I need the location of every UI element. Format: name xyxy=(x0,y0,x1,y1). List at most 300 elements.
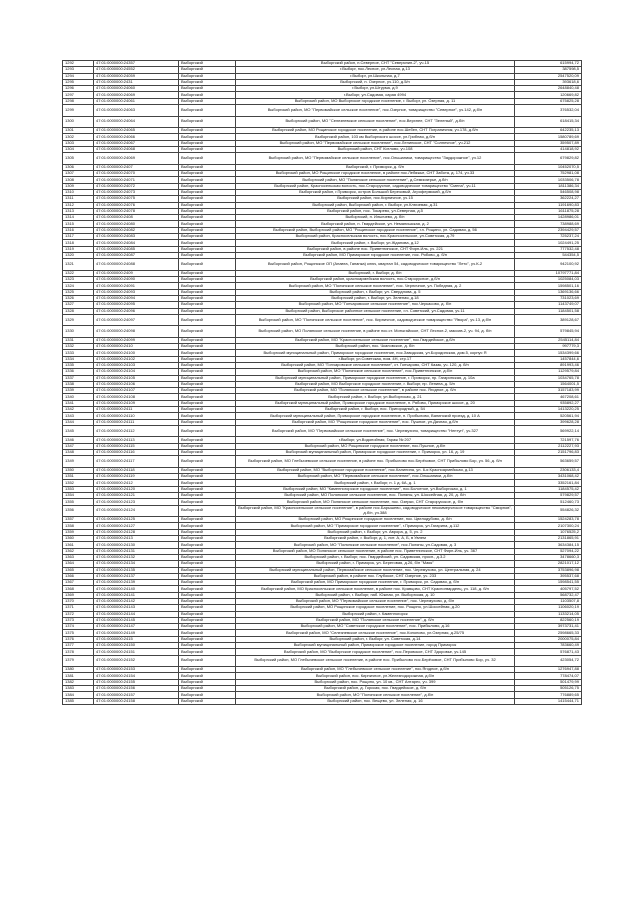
cadastral-value-cell: 2545114,84 xyxy=(515,337,582,343)
row-number-cell: 1349 xyxy=(63,456,94,468)
cadastral-number-cell: 47:01:0000000:24155 xyxy=(94,679,179,685)
address-cell: Выборгский район, п.Северное, СНТ "Северянин-2", уч.15 xyxy=(236,61,515,67)
cadastral-number-cell: 47:01:0000000:24107 xyxy=(94,388,179,394)
row-number-cell: 1320 xyxy=(63,252,94,258)
cadastral-value-cell: 618415,34 xyxy=(515,116,582,128)
cadastral-value-cell: 679829,82 xyxy=(515,153,582,165)
address-cell: Выборгский район, МО Полянское сельское поселение, в районе пос. Приветнинское, СНТ Фирн-Иль, уч. 367 xyxy=(236,548,515,554)
district-cell: Выборгский xyxy=(179,140,236,146)
row-number-cell: 1385 xyxy=(63,698,94,704)
row-number-cell: 1302 xyxy=(63,134,94,140)
cadastral-value-cell: 1276947,88 xyxy=(515,667,582,673)
cadastral-number-cell: 47:01:0000000:2409 xyxy=(94,270,179,276)
cadastral-value-cell: 120669,82 xyxy=(515,92,582,98)
cadastral-value-cell: 395537,68 xyxy=(515,573,582,579)
cadastral-number-cell: 47:01:0000000:24120 xyxy=(94,486,179,492)
district-cell: Выборгский xyxy=(179,437,236,443)
address-cell: Выборгский район, МО Рощинское городское поселение, в районе пос.Лебяжье, СНТ Забота, д. 174, уч.33 xyxy=(236,171,515,177)
cadastral-value-cell: 942100,92 xyxy=(515,259,582,271)
cadastral-value-cell: 2648840,48 xyxy=(515,86,582,92)
cadastral-number-cell: 47:01:0000000:24134 xyxy=(94,561,179,567)
district-cell: Выборгский xyxy=(179,381,236,387)
address-cell: Выборгский район, МО "Селезневское сельское поселение", пос.Верхнее, СНТ "Зеленый", д.б/н xyxy=(236,116,515,128)
address-cell: Выборгский район, г. Выборг, пос. Гвардейский, ул. Садовская, просп., д.3.2 xyxy=(236,554,515,560)
row-number-cell: 1375 xyxy=(63,630,94,636)
row-number-cell: 1300 xyxy=(63,116,94,128)
district-cell: Выборгский xyxy=(179,61,236,67)
address-cell: Выборгский муниципальный район, Приморское городское поселение, г. Приморск, пр. Гагаринская, д. 10а xyxy=(236,375,515,381)
cadastral-value-cell: 2547520,09 xyxy=(515,73,582,79)
district-cell: Выборгский xyxy=(179,425,236,437)
address-cell: Выборгский район, г. Выборг, ул.Выборгская, д. 21 xyxy=(236,394,515,400)
table-row xyxy=(63,105,582,117)
address-cell: Выборгский район, МО "Первомайское сельское поселение", пос. Черемухино, товарищество "Нептун", уч.327 xyxy=(236,425,515,437)
cadastral-number-cell: 47:01:0000000:24125 xyxy=(94,517,179,523)
row-number-cell: 1378 xyxy=(63,649,94,655)
district-cell: Выборгский xyxy=(179,116,236,128)
district-cell: Выборгский xyxy=(179,567,236,573)
cadastral-number-cell: 47:01:0000000:24110 xyxy=(94,413,179,419)
district-cell: Выборгский xyxy=(179,270,236,276)
cadastral-value-cell: 501479,99 xyxy=(515,679,582,685)
district-cell: Выборгский xyxy=(179,177,236,183)
cadastral-number-cell: 47:01:0000000:24094 xyxy=(94,295,179,301)
address-cell: Выборгский район, Выборгское районное сельское поселение, г.п. Советский, ул.Садовая, уч.11 xyxy=(236,308,515,314)
cadastral-value-cell: 393618,6 xyxy=(515,79,582,85)
table-row xyxy=(63,655,582,667)
row-number-cell: 1294 xyxy=(63,73,94,79)
row-number-cell: 1362 xyxy=(63,548,94,554)
cadastral-value-cell: 10452070,5 xyxy=(515,164,582,170)
cadastral-value-cell: 554826,32 xyxy=(515,505,582,517)
district-cell: Выборгский xyxy=(179,499,236,505)
table-row xyxy=(63,259,582,271)
cadastral-value-cell: 783660,49 xyxy=(515,643,582,649)
district-cell: Выборгский xyxy=(179,79,236,85)
district-cell: Выборгский xyxy=(179,171,236,177)
row-number-cell: 1319 xyxy=(63,246,94,252)
district-cell: Выборгский xyxy=(179,554,236,560)
row-number-cell: 1323 xyxy=(63,277,94,283)
address-cell: Выборгский район, г. Выборг, ул. Свердлова, д. 5 xyxy=(236,289,515,295)
cadastral-number-cell: 47:01:0000000:24078 xyxy=(94,208,179,214)
district-cell: Выборгский xyxy=(179,246,236,252)
address-cell: Выборгский, г. Выборг, д. б/н xyxy=(236,270,515,276)
address-cell: Выборгский район, МО "Полянское сельское поселение", д. б/н xyxy=(236,617,515,623)
row-number-cell: 1356 xyxy=(63,505,94,517)
cadastral-number-cell: 47:01:0000000:2411 xyxy=(94,407,179,413)
district-cell: Выборгский xyxy=(179,611,236,617)
cadastral-number-cell: 47:01:0000000:2413 xyxy=(94,536,179,542)
cadastral-number-cell: 47:01:0000000:24118 xyxy=(94,467,179,473)
district-cell: Выборгский xyxy=(179,92,236,98)
cadastral-number-cell: 47:01:0000000:2415 xyxy=(94,636,179,642)
row-number-cell: 1357 xyxy=(63,517,94,523)
row-number-cell: 1372 xyxy=(63,611,94,617)
address-cell: Выборгский район, МО Красносельское сельское поселение, в районе пос. Кравцово, СНТ Красногвардеец, уч. 118, д. б/н xyxy=(236,586,515,592)
cadastral-number-cell: 47:01:0000000:24130 xyxy=(94,542,179,548)
district-cell: Выборгский xyxy=(179,259,236,271)
address-cell: Выборгский район, в районе пос. Приветнинское, СНТ Фирн-Иль, уч. 221 xyxy=(236,246,515,252)
cadastral-value-cell: 891993,46 xyxy=(515,362,582,368)
district-cell: Выборгский xyxy=(179,692,236,698)
cadastral-number-cell: 47:01:0000000:24080 xyxy=(94,221,179,227)
cadastral-value-cell: 1415444,71 xyxy=(515,698,582,704)
cadastral-value-cell: 2112227,93 xyxy=(515,443,582,449)
cadastral-value-cell: 731023,69 xyxy=(515,295,582,301)
row-number-cell: 1367 xyxy=(63,580,94,586)
address-cell: Выборгский район, красноармейская волость, пос.Старорусное, д.б/н xyxy=(236,277,515,283)
district-cell: Выборгский xyxy=(179,467,236,473)
address-cell: Выборгский район, МО Приморское городское поселение, пос. Рябово, д. б/н xyxy=(236,252,515,258)
cadastral-value-cell: 3478660,3 xyxy=(515,554,582,560)
cadastral-value-cell: 1034765,78 xyxy=(515,375,582,381)
address-cell: Выборгский район, МО Полянское сельское поселение, пос. Поляны, ул. Шоссейная, д. 20, д. б/н xyxy=(236,493,515,499)
cadastral-number-cell: 47:01:0000000:24087 xyxy=(94,252,179,258)
district-cell: Выборгский xyxy=(179,67,236,73)
row-number-cell: 1374 xyxy=(63,624,94,630)
table-row xyxy=(63,326,582,338)
address-cell: Выборгский район, МО "Советское городское поселение", пос. Прибылово, д.16 xyxy=(236,624,515,630)
district-cell: Выборгский xyxy=(179,505,236,517)
row-number-cell: 1337 xyxy=(63,375,94,381)
cadastral-number-cell: 47:01:0000000:24072 xyxy=(94,183,179,189)
row-number-cell: 1382 xyxy=(63,679,94,685)
cadastral-number-cell: 47:01:0000000:24127 xyxy=(94,523,179,529)
row-number-cell: 1292 xyxy=(63,61,94,67)
address-cell: Выборгский район, МО Рощинское городское поселение, в районе пос.Шебел, СНТ Пограничник, уч.178, д.б/н xyxy=(236,128,515,134)
cadastral-number-cell: 47:01:0000000:24145 xyxy=(94,617,179,623)
row-number-cell: 1322 xyxy=(63,270,94,276)
cadastral-number-cell: 47:01:0000000:24066 xyxy=(94,134,179,140)
cadastral-value-cell: 544354,5 xyxy=(515,252,582,258)
row-number-cell: 1325 xyxy=(63,289,94,295)
district-cell: Выборгский xyxy=(179,413,236,419)
address-cell: Выборгский муниципальный район, Приморское городское поселение, п. Прибылово, Ванинский проезд, д. 10 А xyxy=(236,413,515,419)
cadastral-value-cell: 467208,61 xyxy=(515,394,582,400)
cadastral-number-cell: 47:01:0000000:24151 xyxy=(94,649,179,655)
district-cell: Выборгский xyxy=(179,643,236,649)
cadastral-number-cell: 47:01:0000000:24154 xyxy=(94,673,179,679)
address-cell: Выборгский район, МО Глебычевское сельское поселение, в районе пос. Прибылово пос.Берёзовое, СНТ Прибылово Бор, уч. 32 xyxy=(236,655,515,667)
district-cell: Выборгский xyxy=(179,98,236,104)
address-cell: Выборгский район, МО Приморское городское поселение, г. Приморск, ул. Садовая, д. б/н xyxy=(236,580,515,586)
address-cell: Выборгский район, Выборгский район, МО "Рощинское городское поселение", г.п. Рощино, ул. Садовая, д. 56 xyxy=(236,227,515,233)
row-number-cell: 1366 xyxy=(63,573,94,579)
cadastral-number-cell: 47:01:0000000:24109 xyxy=(94,400,179,406)
row-number-cell: 1377 xyxy=(63,643,94,649)
address-cell: Выборгский район, пос. Кирпичное, ул.Железнодорожная, д.б/н xyxy=(236,673,515,679)
row-number-cell: 1305 xyxy=(63,153,94,165)
table-row xyxy=(63,456,582,468)
row-number-cell: 1339 xyxy=(63,388,94,394)
cadastral-value-cell: 1611875,28 xyxy=(515,208,582,214)
district-cell: Выборгский xyxy=(179,456,236,468)
district-cell: Выборгский xyxy=(179,673,236,679)
address-cell: Выборгский район, МО Рощинское городское поселение, пос. Рощино, ул.Шоссейная, д.20 xyxy=(236,605,515,611)
row-number-cell: 1331 xyxy=(63,337,94,343)
address-cell: Выборгский район, Выборгский район, г. Выборг, ул.Ключевая, д.31 xyxy=(236,202,515,208)
cadastral-number-cell: 47:01:0000000:24076 xyxy=(94,202,179,208)
district-cell: Выборгский xyxy=(179,86,236,92)
district-cell: Выборгский xyxy=(179,598,236,604)
address-cell: Выборгский район, г. Выборг, ул.Жданова, д.12 xyxy=(236,240,515,246)
cadastral-value-cell: 1598541,55 xyxy=(515,580,582,586)
row-number-cell: 1326 xyxy=(63,295,94,301)
cadastral-number-cell: 47:01:0000000:24099 xyxy=(94,337,179,343)
cadastral-value-cell: 362224,27 xyxy=(515,196,582,202)
address-cell: Выборгский, п. Озерное, уч.110, д.5/н xyxy=(236,79,515,85)
district-cell: Выборгский xyxy=(179,655,236,667)
address-cell: Выборгский район, МО Полянское сельское поселение, в районе пос.ст. Мотыгайское, СНТ Лесное-2, массив-2, уч. 94, д. б/н xyxy=(236,326,515,338)
district-cell: Выборгский xyxy=(179,202,236,208)
cadastral-value-cell: 1413220,25 xyxy=(515,407,582,413)
address-cell: г.Выборг, пос.Лесное, ул.Лесная, д.13 xyxy=(236,67,515,73)
address-cell: Выборгский район, г. Каменногорск xyxy=(236,611,515,617)
district-cell: Выборгский xyxy=(179,617,236,623)
district-cell: Выборгский xyxy=(179,407,236,413)
cadastral-number-cell: 47:01:0000000:24149 xyxy=(94,630,179,636)
cadastral-value-cell: 642235,13 xyxy=(515,128,582,134)
row-number-cell: 1316 xyxy=(63,227,94,233)
district-cell: Выборгский xyxy=(179,308,236,314)
cadastral-value-cell: 376532,04 xyxy=(515,105,582,117)
district-cell: Выборгский xyxy=(179,636,236,642)
address-cell: Выборгский, г. Приморск, д. б/н xyxy=(236,164,515,170)
district-cell: Выборгский xyxy=(179,523,236,529)
row-number-cell: 1329 xyxy=(63,314,94,326)
row-number-cell: 1338 xyxy=(63,381,94,387)
district-cell: Выборгский xyxy=(179,529,236,535)
address-cell: Выборгский район, МО "Полянское сельское поселение", в районе пос. Ягодное, д. б/н xyxy=(236,388,515,394)
row-number-cell: 1340 xyxy=(63,394,94,400)
cadastral-number-cell: 47:01:0000000:24097 xyxy=(94,314,179,326)
district-cell: Выборгский xyxy=(179,208,236,214)
district-cell: Выборгский xyxy=(179,128,236,134)
cadastral-number-cell: 47:01:0000000:24060 xyxy=(94,86,179,92)
row-number-cell: 1368 xyxy=(63,586,94,592)
cadastral-number-cell: 47:01:0000000:24068 xyxy=(94,146,179,152)
row-number-cell: 1308 xyxy=(63,177,94,183)
cadastral-number-cell: 47:01:0000000:24132 xyxy=(94,554,179,560)
row-number-cell: 1311 xyxy=(63,196,94,202)
address-cell: Выборгский район, Рощинское ОП (Анавта, Гапанка) ключ, квартал 54, садоводческое товарищество "Лето", уч.К-2 xyxy=(236,259,515,271)
district-cell: Выборгский xyxy=(179,667,236,673)
address-cell: Выборгский район, в районе пос. Глубокое, СНТ Озерное, уч. 233 xyxy=(236,573,515,579)
row-number-cell: 1352 xyxy=(63,480,94,486)
district-cell: Выборгский xyxy=(179,605,236,611)
district-cell: Выборгский xyxy=(179,586,236,592)
row-number-cell: 1328 xyxy=(63,308,94,314)
register-table-body xyxy=(63,61,582,705)
address-cell: Выборгский район, г. Выборг, пос. Пригородный, д. 54 xyxy=(236,407,515,413)
cadastral-number-cell: 47:01:0000000:24106 xyxy=(94,381,179,387)
row-number-cell: 1303 xyxy=(63,140,94,146)
cadastral-value-cell: 997779,3 xyxy=(515,344,582,350)
district-cell: Выборгский xyxy=(179,350,236,356)
district-cell: Выборгский xyxy=(179,624,236,630)
cadastral-number-cell: 47:01:0000000:24142 xyxy=(94,598,179,604)
row-number-cell: 1344 xyxy=(63,419,94,425)
row-number-cell: 1312 xyxy=(63,202,94,208)
address-cell: г.Выборг, ул.Штурма, д.9 xyxy=(236,86,515,92)
district-cell: Выборгский xyxy=(179,542,236,548)
row-number-cell: 1351 xyxy=(63,474,94,480)
cadastral-number-cell: 47:01:0000000:24073 xyxy=(94,189,179,195)
district-cell: Выборгский xyxy=(179,400,236,406)
address-cell: Выборгский муниципальный район, Приморское городское поселение, г. Приморск, ул. 16, д. 19 xyxy=(236,450,515,456)
cadastral-number-cell: 47:01:0000000:24357 xyxy=(94,61,179,67)
district-cell: Выборгский xyxy=(179,369,236,375)
cadastral-value-cell: 414818,92 xyxy=(515,146,582,152)
cadastral-number-cell: 47:01:0000000:24082 xyxy=(94,227,179,233)
address-cell: г.Выборг, ул.Школьная, д.7 xyxy=(236,73,515,79)
row-number-cell: 1345 xyxy=(63,425,94,437)
cadastral-value-cell: 721597,76 xyxy=(515,437,582,443)
row-number-cell: 1309 xyxy=(63,183,94,189)
address-cell: Выборгский район, МО "Полянское сельское поселение", пос. Черничное, ул. Победная, д. 2 xyxy=(236,283,515,289)
cadastral-value-cell: 1811386,34 xyxy=(515,183,582,189)
district-cell: Выборгский xyxy=(179,679,236,685)
row-number-cell: 1350 xyxy=(63,467,94,473)
row-number-cell: 1327 xyxy=(63,302,94,308)
district-cell: Выборгский xyxy=(179,561,236,567)
cadastral-number-cell: 47:01:0000000:24093 xyxy=(94,289,179,295)
row-number-cell: 1343 xyxy=(63,413,94,419)
cadastral-value-cell: 1103507,8 xyxy=(515,598,582,604)
district-cell: Выборгский xyxy=(179,548,236,554)
cadastral-number-cell: 47:01:0000000:24128 xyxy=(94,529,179,535)
cadastral-number-cell: 47:01:0000000:24102 xyxy=(94,356,179,362)
district-cell: Выборгский xyxy=(179,356,236,362)
district-cell: Выборгский xyxy=(179,450,236,456)
cadastral-number-cell: 47:01:0000000:24100 xyxy=(94,350,179,356)
cadastral-number-cell: 47:01:0000000:2407 xyxy=(94,164,179,170)
row-number-cell: 1376 xyxy=(63,636,94,642)
cadastral-value-cell: 1598501,16 xyxy=(515,283,582,289)
cadastral-number-cell: 47:01:0000000:2431 xyxy=(94,79,179,85)
row-number-cell: 1354 xyxy=(63,493,94,499)
address-cell: Выборгский район, п. Гвардейское, ул. Неманишская, д. 2 xyxy=(236,221,515,227)
cadastral-value-cell: 3431068,42 xyxy=(515,474,582,480)
cadastral-number-cell: 47:01:0000000:24098 xyxy=(94,326,179,338)
district-cell: Выборгский xyxy=(179,388,236,394)
cadastral-value-cell: 512460,73 xyxy=(515,499,582,505)
cadastral-value-cell: 777532,48 xyxy=(515,246,582,252)
cadastral-number-cell: 47:01:0000000:24103 xyxy=(94,362,179,368)
cadastral-value-cell: 2306133,4 xyxy=(515,467,582,473)
cadastral-value-cell: 10797771,84 xyxy=(515,270,582,276)
address-cell: Выборгский район, г. Приморск, ул. Береговая, д.26, б/н "Маяк" xyxy=(236,561,515,567)
cadastral-number-cell: 47:01:0000000:24069 xyxy=(94,153,179,165)
cadastral-value-cell: 1184575,42 xyxy=(515,486,582,492)
row-number-cell: 1370 xyxy=(63,598,94,604)
address-cell: Выборгский район, МО "Полянское сельское поселение", пос.Приветнинское, д.б/н xyxy=(236,369,515,375)
cadastral-number-cell: 47:01:0000000:24124 xyxy=(94,505,179,517)
cadastral-number-cell: 47:01:0000000:24095 xyxy=(94,302,179,308)
district-cell: Выборгский xyxy=(179,592,236,598)
row-number-cell: 1315 xyxy=(63,221,94,227)
cadastral-value-cell: 935892,27 xyxy=(515,400,582,406)
address-cell: Выборгский район, пос. Токарево, ул.Северная, д.5 xyxy=(236,208,515,214)
row-number-cell: 1359 xyxy=(63,529,94,535)
row-number-cell: 1324 xyxy=(63,283,94,289)
address-cell: Выборгский район, МО "Красносельское сельское поселение", в районе пос.Барышево, садоводческое некоммерческое товарищество "Смирнов", д.б/н, уч.388 xyxy=(236,505,515,517)
district-cell: Выборгский xyxy=(179,183,236,189)
cadastral-value-cell: 1025084,03 xyxy=(515,277,582,283)
cadastral-number-cell: 47:01:0000000:2408 xyxy=(94,215,179,221)
table-row xyxy=(63,505,582,517)
cadastral-value-cell: 1143749,07 xyxy=(515,302,582,308)
cadastral-number-cell: 47:01:0000000:24111 xyxy=(94,419,179,425)
cadastral-value-cell: 576871,43 xyxy=(515,649,582,655)
district-cell: Выборгский xyxy=(179,493,236,499)
cadastral-number-cell: 47:01:0000000:24070 xyxy=(94,171,179,177)
row-number-cell: 1321 xyxy=(63,259,94,271)
cadastral-value-cell: 3352161,84 xyxy=(515,480,582,486)
address-cell: Выборгский район, МО "Первомайское сельское поселение", пос.Ольшаники, товарищество "Заудорожное", уч.12 xyxy=(236,153,515,165)
cadastral-value-cell: 1428986,01 xyxy=(515,215,582,221)
cadastral-number-cell: 47:01:0000000:24153 xyxy=(94,667,179,673)
cadastral-value-cell: 1024491,25 xyxy=(515,240,582,246)
address-cell: Выборгский район, МО "Красносельское сельское поселение", пос.Гвардейское, д.б/н xyxy=(236,337,515,343)
cadastral-value-cell: 2598665,33 xyxy=(515,630,582,636)
cadastral-value-cell: 399628,28 xyxy=(515,419,582,425)
cadastral-number-cell: 47:01:0000000:24150 xyxy=(94,643,179,649)
row-number-cell: 1318 xyxy=(63,240,94,246)
row-number-cell: 1335 xyxy=(63,362,94,368)
district-cell: Выборгский xyxy=(179,344,236,350)
cadastral-value-cell: 2151796,83 xyxy=(515,450,582,456)
district-cell: Выборгский xyxy=(179,362,236,368)
cadastral-number-cell: 47:01:0000000:24152 xyxy=(94,655,179,667)
cadastral-value-cell: 3753896,98 xyxy=(515,567,582,573)
address-cell: Выборгский район, МО "Рощинское городское поселение", пос. Пушное, ул.Дачная, д.б/н xyxy=(236,419,515,425)
district-cell: Выборгский xyxy=(179,289,236,295)
row-number-cell: 1293 xyxy=(63,67,94,73)
cadastral-number-cell: 47:01:0000000:24108 xyxy=(94,394,179,400)
address-cell: Выборгский район, СНТ Котлово, уч.108 xyxy=(236,146,515,152)
address-cell: Выборгский район, МО "Выборгское городское поселение", пос.Перовское, СНТ Здоровье, уч.145 xyxy=(236,649,515,655)
cadastral-value-cell: 1369136,66 xyxy=(515,289,582,295)
row-number-cell: 1383 xyxy=(63,686,94,692)
address-cell: Выборгский район, пос.Кирпичное, уч.15 xyxy=(236,196,515,202)
district-cell: Выборгский xyxy=(179,302,236,308)
address-cell: Выборгский муниципальный район, Первомайское сельское поселение, пос. Черемухово, ул. Центральная, д. 24 xyxy=(236,567,515,573)
district-cell: Выборгский xyxy=(179,277,236,283)
cadastral-number-cell: 47:01:0000000:24075 xyxy=(94,196,179,202)
address-cell: Выборгский район, МО Полянское сельское поселение, пос. Озерки, СНТ Старорусское, д. б/н xyxy=(236,499,515,505)
district-cell: Выборгский xyxy=(179,252,236,258)
address-cell: Выборгский район, МО "Полянское сельское поселение", пос.Поляны, ул.Садовая, д. 3 xyxy=(236,542,515,548)
address-cell: Выборгский район, МО "Первомайское сельское поселение", пос.Ольшаники, д.б/н xyxy=(236,474,515,480)
row-number-cell: 1371 xyxy=(63,605,94,611)
row-number-cell: 1306 xyxy=(63,164,94,170)
cadastral-number-cell: 47:01:0000000:24121 xyxy=(94,493,179,499)
district-cell: Выборгский xyxy=(179,649,236,655)
row-number-cell: 1313 xyxy=(63,208,94,214)
district-cell: Выборгский xyxy=(179,326,236,338)
row-number-cell: 1348 xyxy=(63,450,94,456)
address-cell: Выборгский район, пос. Чкаловское, д. б/н xyxy=(236,344,515,350)
address-cell: Выборгский район, пос. Вещево, ул. Зеленая, д. 16 xyxy=(236,698,515,704)
district-cell: Выборгский xyxy=(179,580,236,586)
district-cell: Выборгский xyxy=(179,73,236,79)
cadastral-value-cell: 2107300,24 xyxy=(515,523,582,529)
cadastral-value-cell: 405797,52 xyxy=(515,586,582,592)
address-cell: Выборгский район, МО "Первомайское сельское поселение", пос. Черемухово, д. б/н xyxy=(236,598,515,604)
cadastral-number-cell: 47:01:0000000:24088 xyxy=(94,259,179,271)
